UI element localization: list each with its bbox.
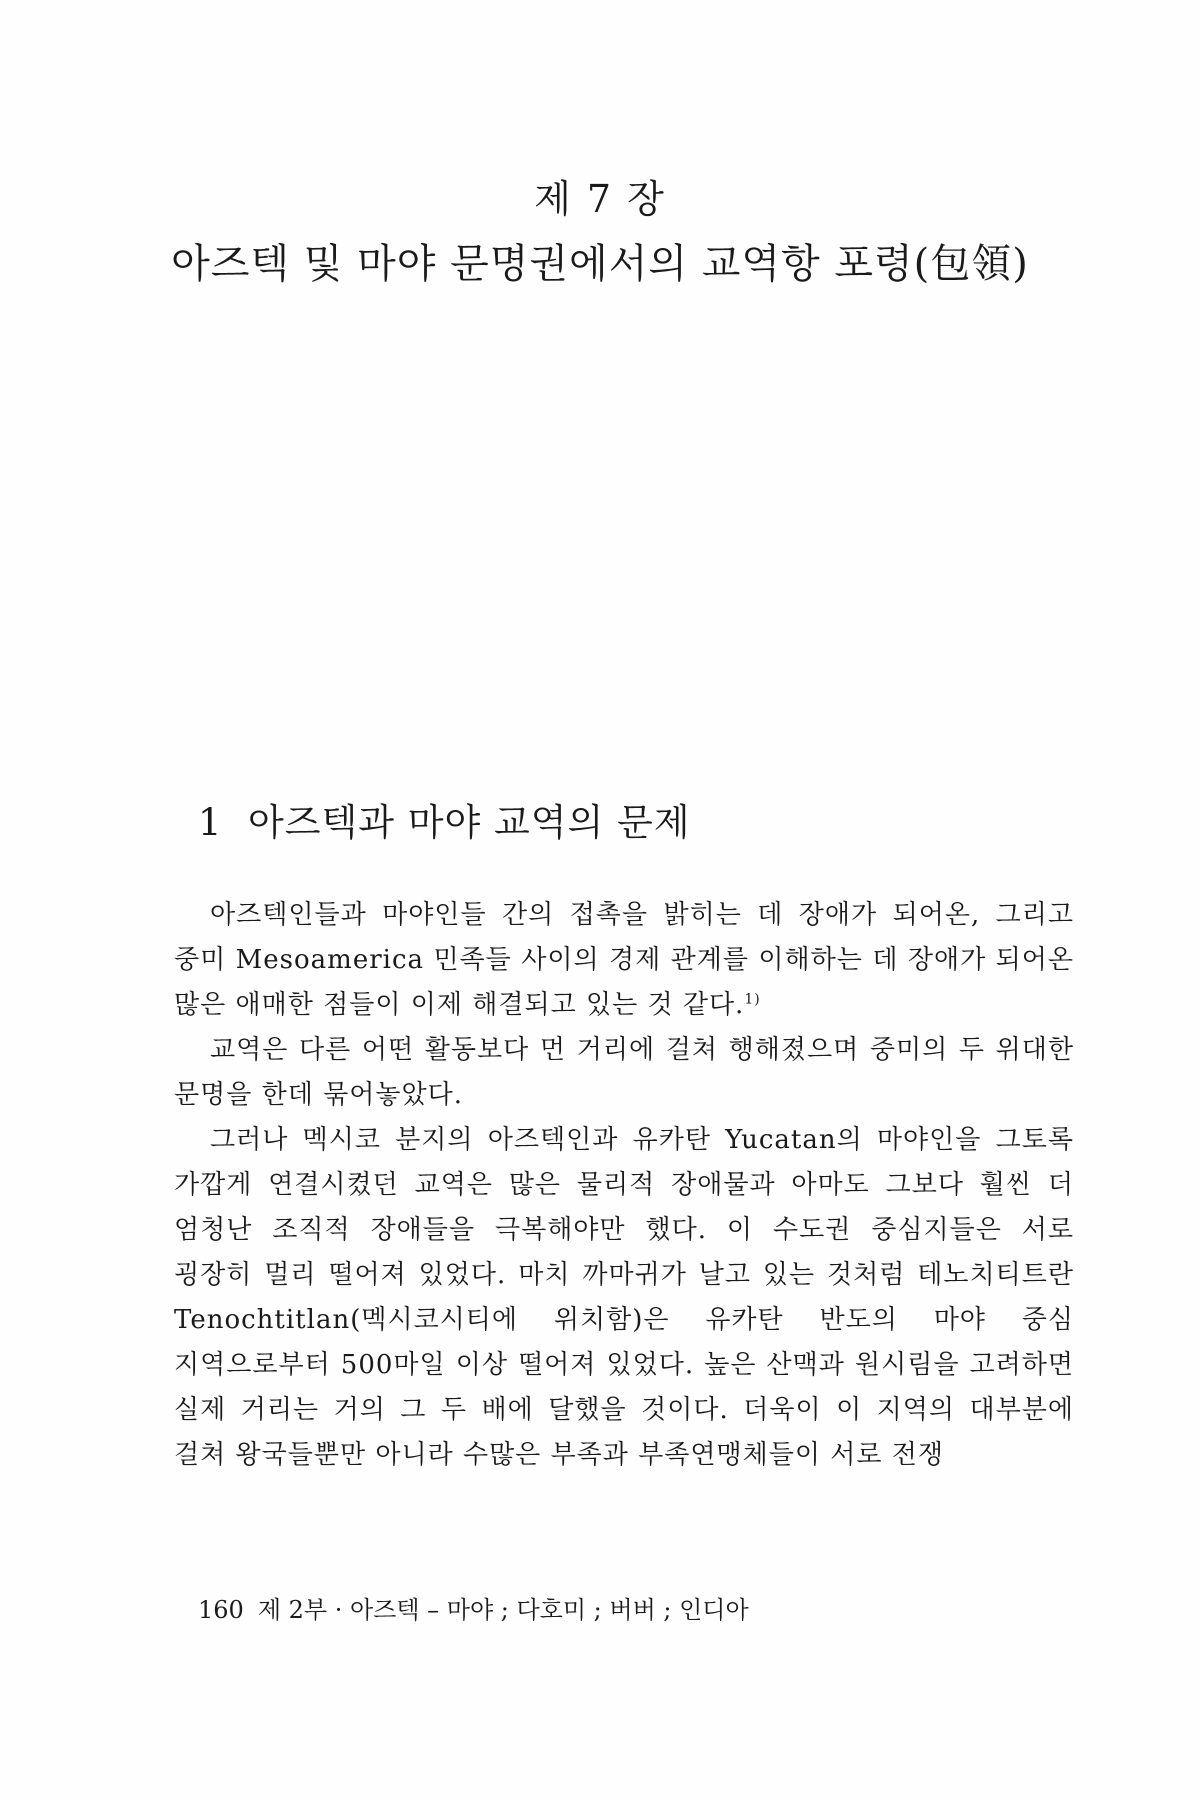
- chapter-number: 제 7 장: [534, 177, 666, 221]
- page-footer: [198, 1590, 749, 1625]
- paragraph: [174, 893, 1074, 1028]
- footnote-reference: 1): [744, 991, 761, 1008]
- chapter-title: 아즈텍 및 마야 문명권에서의 교역항 포령(包領): [171, 241, 1029, 287]
- paragraph-text: 교역은 다른 어떤 활동보다 먼 거리에 걸쳐 행해졌으며 중미의 두 위대한 문명을 한데 묶어놓았다.: [174, 1035, 1074, 1110]
- paragraph: [174, 1028, 1074, 1118]
- section-number: 1: [198, 801, 223, 844]
- section-title: 아즈텍과 마야 교역의 문제: [248, 801, 691, 844]
- paragraph-text: 그러나 멕시코 분지의 아즈텍인과 유카탄 Yucatan의 마야인을 그토록 가깝게 연결시켰던 교역은 많은 물리적 장애물과 아마도 그보다 훨씬 더 엄청난 조직적 장애들을 극복해야만 했다. 이 수도권 중심지들은 서로 굉장히 멀리 떨어져 있었다. 마치 까마귀가 날고 있는 것처럼 테노치티트란 Tenochtitlan(멕시코시티에 위치함)은 유카탄 반도의 마야 중심 지역으로부터 500마일 이상 떨어져 있었다. 높은 산맥과 원시림을 고려하면 실제 거리는 거의 그 두 배에 달했을 것이다. 더욱이 이 지역의 대부분에 걸쳐 왕국들뿐만 아니라 수많은 부족과 부족연맹체들이 서로 전쟁: [174, 1125, 1074, 1470]
- paragraph-text: 아즈텍인들과 마야인들 간의 접촉을 밝히는 데 장애가 되어온, 그리고 중미 Mesoamerica 민족들 사이의 경제 관계를 이해하는 데 장애가 되어온 많은 애매한 점들이 이제 해결되고 있는 것 같다.: [174, 900, 1074, 1020]
- paragraph: [174, 1118, 1074, 1478]
- body-text: [174, 893, 1074, 1553]
- section-heading: [198, 792, 690, 846]
- running-title: 제 2부 · 아즈텍 – 마야 ; 다호미 ; 버버 ; 인디아: [257, 1596, 749, 1624]
- page-number: 160: [198, 1596, 244, 1624]
